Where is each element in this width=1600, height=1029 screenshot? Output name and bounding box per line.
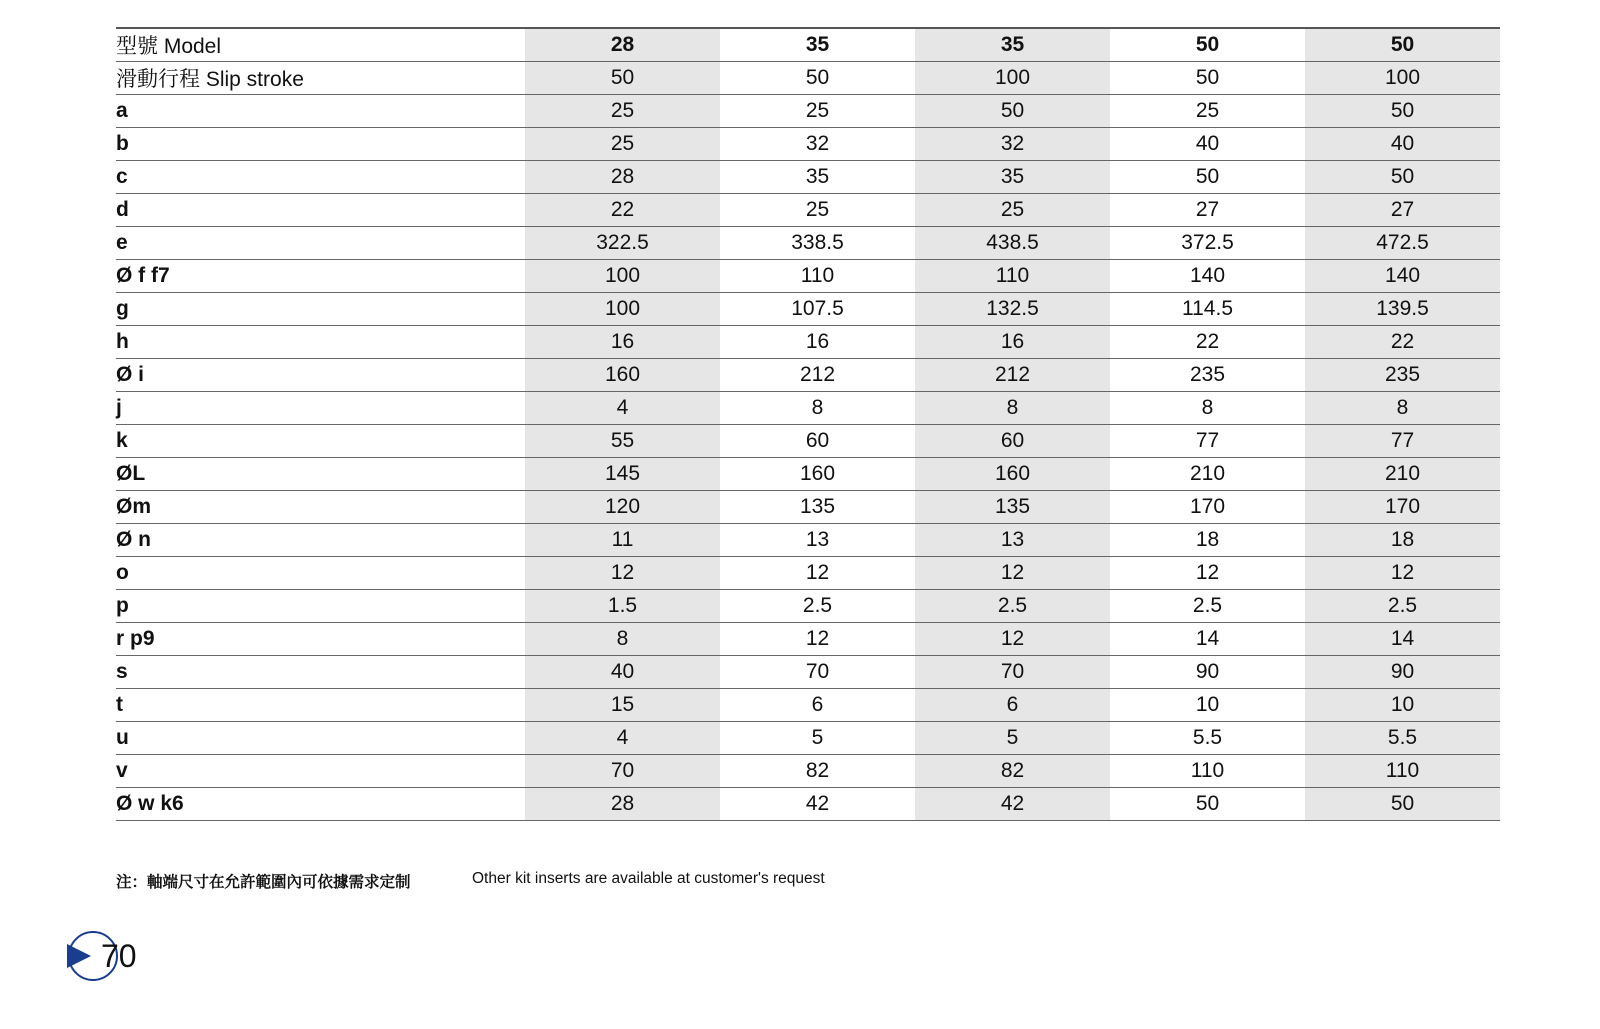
table-cell: 160 <box>720 458 915 491</box>
table-row <box>116 722 1500 755</box>
table-cell: 13 <box>720 524 915 557</box>
table-cell: 2.5 <box>1110 590 1305 623</box>
table-cell: 32 <box>720 128 915 161</box>
table-row <box>116 95 1500 128</box>
table-cell: 60 <box>915 425 1110 458</box>
table-cell: 2.5 <box>915 590 1110 623</box>
table-cell: 28 <box>525 788 720 821</box>
table-cell: 12 <box>525 557 720 590</box>
row-label: ØL <box>116 458 525 491</box>
table-cell: 212 <box>915 359 1110 392</box>
table-cell: 472.5 <box>1305 227 1500 260</box>
table-cell: 100 <box>1305 62 1500 95</box>
table-cell: 40 <box>1305 128 1500 161</box>
table-cell: 10 <box>1305 689 1500 722</box>
table-cell: 18 <box>1305 524 1500 557</box>
table-cell: 25 <box>1110 95 1305 128</box>
table-cell: 8 <box>720 392 915 425</box>
table-cell: 70 <box>525 755 720 788</box>
table-cell: 16 <box>720 326 915 359</box>
row-label: Ø f f7 <box>116 260 525 293</box>
spec-table <box>116 27 1500 821</box>
table-cell: 22 <box>1110 326 1305 359</box>
table-cell: 32 <box>915 128 1110 161</box>
table-cell: 8 <box>1110 392 1305 425</box>
row-label: j <box>116 392 525 425</box>
table-cell: 8 <box>1305 392 1500 425</box>
table-cell: 16 <box>915 326 1110 359</box>
table-row <box>116 491 1500 524</box>
table-row <box>116 128 1500 161</box>
table-row <box>116 524 1500 557</box>
table-cell: 2.5 <box>720 590 915 623</box>
table-cell: 110 <box>1305 755 1500 788</box>
table-row <box>116 293 1500 326</box>
table-cell: 12 <box>915 623 1110 656</box>
table-cell: 160 <box>915 458 1110 491</box>
table-cell: 25 <box>525 128 720 161</box>
table-row <box>116 788 1500 821</box>
table-cell: 10 <box>1110 689 1305 722</box>
table-cell: 170 <box>1110 491 1305 524</box>
table-cell: 110 <box>915 260 1110 293</box>
model-header-row <box>116 28 1500 62</box>
table-cell: 8 <box>525 623 720 656</box>
row-label: Ø w k6 <box>116 788 525 821</box>
table-cell: 322.5 <box>525 227 720 260</box>
table-cell: 25 <box>915 194 1110 227</box>
table-row <box>116 425 1500 458</box>
footnote-chinese: 注：軸端尺寸在允許範圍內可依據需求定制 <box>116 874 411 891</box>
row-label: k <box>116 425 525 458</box>
row-label: v <box>116 755 525 788</box>
row-label: h <box>116 326 525 359</box>
table-cell: 50 <box>1110 788 1305 821</box>
table-row <box>116 458 1500 491</box>
table-row <box>116 590 1500 623</box>
row-label: r p9 <box>116 623 525 656</box>
table-cell: 107.5 <box>720 293 915 326</box>
table-cell: 50 <box>1305 788 1500 821</box>
table-row <box>116 359 1500 392</box>
table-cell: 132.5 <box>915 293 1110 326</box>
table-cell: 100 <box>525 260 720 293</box>
table-cell: 14 <box>1305 623 1500 656</box>
table-cell: 135 <box>915 491 1110 524</box>
table-cell: 50 <box>525 62 720 95</box>
table-cell: 100 <box>525 293 720 326</box>
table-cell: 5 <box>915 722 1110 755</box>
row-label: t <box>116 689 525 722</box>
table-cell: 42 <box>720 788 915 821</box>
table-cell: 70 <box>915 656 1110 689</box>
page-marker <box>67 930 147 986</box>
table-cell: 77 <box>1110 425 1305 458</box>
table-cell: 4 <box>525 722 720 755</box>
table-cell: 27 <box>1110 194 1305 227</box>
table-cell: 28 <box>525 161 720 194</box>
row-label: Øm <box>116 491 525 524</box>
table-cell: 16 <box>525 326 720 359</box>
model-header-cell: 35 <box>720 28 915 62</box>
row-label: Ø i <box>116 359 525 392</box>
table-cell: 170 <box>1305 491 1500 524</box>
table-cell: 235 <box>1110 359 1305 392</box>
table-cell: 12 <box>1110 557 1305 590</box>
table-cell: 11 <box>525 524 720 557</box>
table-cell: 210 <box>1110 458 1305 491</box>
table-cell: 22 <box>525 194 720 227</box>
model-header-label: 型號 Model <box>116 28 525 62</box>
table-cell: 60 <box>720 425 915 458</box>
table-cell: 6 <box>915 689 1110 722</box>
row-label: d <box>116 194 525 227</box>
row-label: e <box>116 227 525 260</box>
table-cell: 5.5 <box>1305 722 1500 755</box>
footnote-english: Other kit inserts are available at customer's request <box>472 870 825 887</box>
table-cell: 110 <box>1110 755 1305 788</box>
table-cell: 77 <box>1305 425 1500 458</box>
row-label: s <box>116 656 525 689</box>
table-cell: 114.5 <box>1110 293 1305 326</box>
table-cell: 135 <box>720 491 915 524</box>
table-cell: 35 <box>720 161 915 194</box>
table-cell: 50 <box>1305 95 1500 128</box>
table-cell: 55 <box>525 425 720 458</box>
table-cell: 22 <box>1305 326 1500 359</box>
model-header-cell: 35 <box>915 28 1110 62</box>
table-cell: 6 <box>720 689 915 722</box>
table-cell: 13 <box>915 524 1110 557</box>
model-header-cell: 50 <box>1305 28 1500 62</box>
table-cell: 82 <box>720 755 915 788</box>
table-cell: 100 <box>915 62 1110 95</box>
row-label: a <box>116 95 525 128</box>
row-label: 滑動行程 Slip stroke <box>116 62 525 95</box>
table-cell: 12 <box>1305 557 1500 590</box>
table-row <box>116 656 1500 689</box>
spec-table-body <box>116 28 1500 821</box>
table-cell: 12 <box>915 557 1110 590</box>
table-cell: 338.5 <box>720 227 915 260</box>
table-cell: 15 <box>525 689 720 722</box>
table-cell: 120 <box>525 491 720 524</box>
model-header-cell: 50 <box>1110 28 1305 62</box>
row-label: b <box>116 128 525 161</box>
table-cell: 4 <box>525 392 720 425</box>
table-cell: 35 <box>915 161 1110 194</box>
table-cell: 2.5 <box>1305 590 1500 623</box>
row-label: c <box>116 161 525 194</box>
table-cell: 212 <box>720 359 915 392</box>
table-cell: 8 <box>915 392 1110 425</box>
table-cell: 210 <box>1305 458 1500 491</box>
table-cell: 70 <box>720 656 915 689</box>
table-cell: 25 <box>720 194 915 227</box>
table-row <box>116 326 1500 359</box>
table-cell: 110 <box>720 260 915 293</box>
row-label: g <box>116 293 525 326</box>
table-cell: 50 <box>1305 161 1500 194</box>
table-row <box>116 62 1500 95</box>
table-cell: 12 <box>720 623 915 656</box>
row-label: o <box>116 557 525 590</box>
table-cell: 90 <box>1305 656 1500 689</box>
table-row <box>116 227 1500 260</box>
table-cell: 50 <box>1110 161 1305 194</box>
row-label: p <box>116 590 525 623</box>
table-cell: 90 <box>1110 656 1305 689</box>
row-label: u <box>116 722 525 755</box>
model-header-cell: 28 <box>525 28 720 62</box>
table-cell: 1.5 <box>525 590 720 623</box>
table-cell: 438.5 <box>915 227 1110 260</box>
table-cell: 18 <box>1110 524 1305 557</box>
table-cell: 5.5 <box>1110 722 1305 755</box>
table-row <box>116 689 1500 722</box>
table-cell: 25 <box>720 95 915 128</box>
table-row <box>116 623 1500 656</box>
table-row <box>116 557 1500 590</box>
table-cell: 25 <box>525 95 720 128</box>
table-cell: 50 <box>720 62 915 95</box>
table-cell: 12 <box>720 557 915 590</box>
table-cell: 160 <box>525 359 720 392</box>
table-cell: 40 <box>1110 128 1305 161</box>
table-cell: 140 <box>1305 260 1500 293</box>
table-row <box>116 392 1500 425</box>
page-number: 70 <box>101 938 137 974</box>
table-cell: 50 <box>915 95 1110 128</box>
row-label: Ø n <box>116 524 525 557</box>
table-cell: 5 <box>720 722 915 755</box>
table-row <box>116 194 1500 227</box>
table-row <box>116 161 1500 194</box>
table-cell: 140 <box>1110 260 1305 293</box>
table-cell: 372.5 <box>1110 227 1305 260</box>
table-cell: 42 <box>915 788 1110 821</box>
table-row <box>116 260 1500 293</box>
table-cell: 145 <box>525 458 720 491</box>
table-cell: 50 <box>1110 62 1305 95</box>
table-row <box>116 755 1500 788</box>
table-cell: 40 <box>525 656 720 689</box>
table-cell: 235 <box>1305 359 1500 392</box>
table-cell: 82 <box>915 755 1110 788</box>
table-cell: 27 <box>1305 194 1500 227</box>
table-cell: 139.5 <box>1305 293 1500 326</box>
table-cell: 14 <box>1110 623 1305 656</box>
